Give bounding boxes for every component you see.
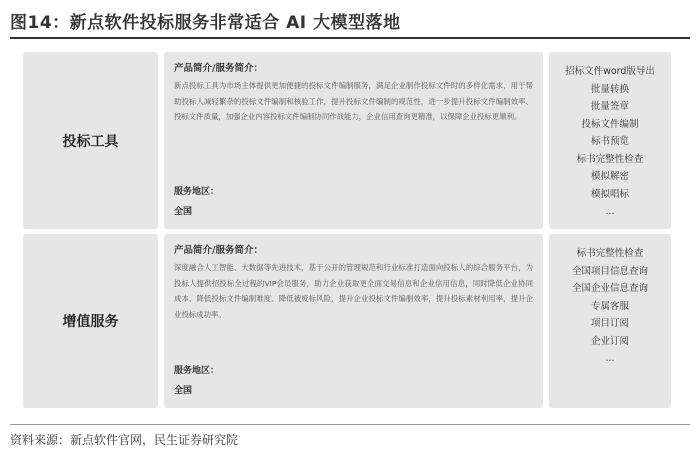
feature-item: 模拟唱标 <box>590 188 629 200</box>
feature-list <box>549 52 671 229</box>
service-region-value: 全国 <box>174 386 193 396</box>
service-region-label: 服务地区： <box>174 366 220 376</box>
product-description-cell <box>164 52 543 229</box>
service-region <box>174 184 219 217</box>
feature-item: 标书预览 <box>590 136 629 147</box>
feature-item: 全国项目信息查询 <box>571 265 648 277</box>
product-name: 增值服务 <box>62 314 119 330</box>
source-divider <box>10 424 690 425</box>
product-name-cell <box>23 234 158 408</box>
service-region-label: 服务地区： <box>174 187 220 197</box>
feature-item: 标书完整性检查 <box>576 153 644 165</box>
feature-item: 招标文件word版导出 <box>565 66 655 77</box>
description-text: 深度融合人工智能、大数据等先进技术，基于公开的管理规范和行业标准打造面向投标人的综合服务平台，为投标人提供招投标全过程的VIP会员服务，助力企业获取更全面交易信息和企业信用信息，同时降低企业协同成本、降低投标文件编制难度、降低被废标风险，提升企业投标文件编制效率，提升投标素材利用率，提升企业投标成功率。 <box>174 263 533 319</box>
feature-item: 专属客服 <box>590 300 629 312</box>
feature-item-ellipsis: ... <box>605 353 615 364</box>
feature-item: 项目订阅 <box>590 318 629 329</box>
description-text: 新点投标工具为市场主体提供更加便捷的投标文件编制服务，满足企业制作投标文件时的多样化需求，用于帮助投标人减轻繁杂的投标文件编制和核验工作，提升投标文件编制的规范性，进一步提升投标文件编制效率、投标文件质量，加强企业内容投标文件编制协同作战能力，企业信用查询更精准，以保障企业投标更顺利。 <box>174 81 533 121</box>
description-heading: 产品简介/服务简介： <box>174 63 263 74</box>
feature-item: 批量签章 <box>590 101 629 112</box>
feature-item: 企业订阅 <box>590 335 629 347</box>
feature-item: 全国企业信息查询 <box>571 283 648 294</box>
table-row <box>23 52 671 229</box>
feature-item-ellipsis: ... <box>605 206 615 217</box>
feature-item: 标书完整性检查 <box>576 248 644 259</box>
feature-list <box>549 234 671 408</box>
product-name-cell <box>23 52 158 229</box>
service-region <box>174 363 219 396</box>
feature-item: 模拟解密 <box>590 171 629 182</box>
product-name: 投标工具 <box>62 133 119 150</box>
figure-title: 图14：新点软件投标服务非常适合 AI 大模型落地 <box>10 13 401 33</box>
source-note: 资料来源：新点软件官网，民生证券研究院 <box>10 433 239 447</box>
description-heading: 产品简介/服务简介： <box>174 245 263 256</box>
feature-item: 批量转换 <box>590 83 629 95</box>
title-divider <box>10 37 690 39</box>
service-region-value: 全国 <box>174 207 193 217</box>
feature-item: 投标文件编制 <box>581 118 639 130</box>
product-description-cell <box>164 234 543 408</box>
table-row <box>23 234 671 408</box>
